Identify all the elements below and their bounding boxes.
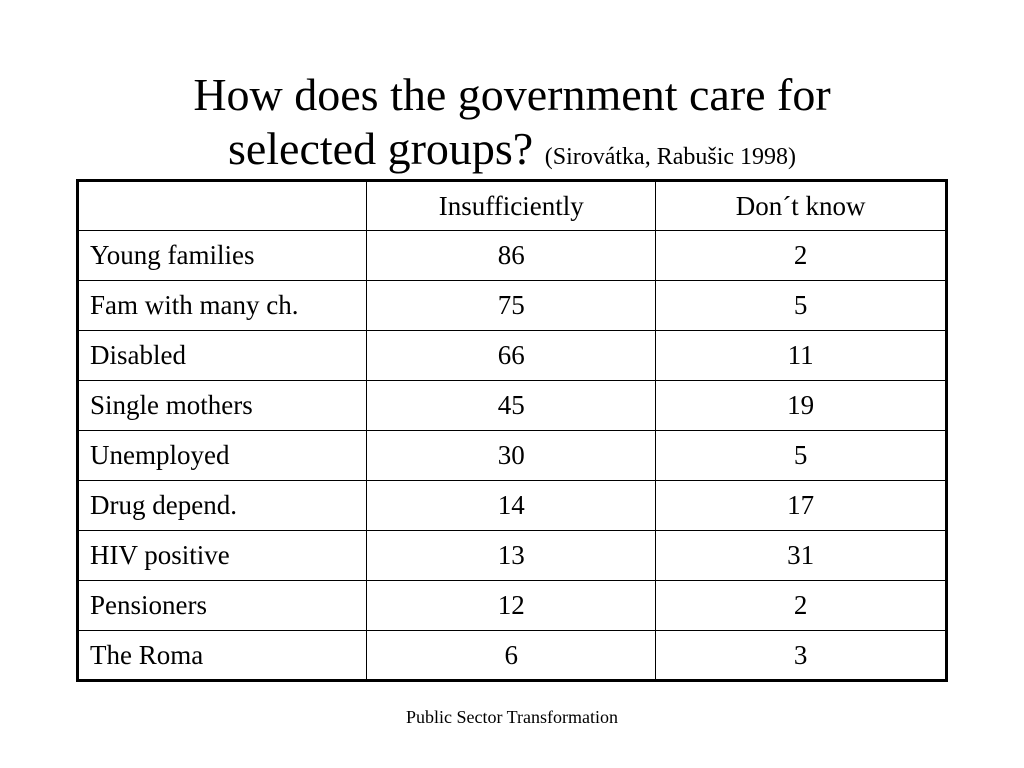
table-header-row — [78, 181, 947, 231]
row-insufficiently-value: 13 — [367, 531, 656, 581]
row-group-label: Disabled — [78, 331, 367, 381]
title-line-2-text: selected groups? — [227, 123, 534, 174]
row-group-label: Pensioners — [78, 581, 367, 631]
survey-table — [76, 179, 948, 682]
slide-footer: Public Sector Transformation — [406, 707, 618, 727]
table-row — [78, 331, 947, 381]
table-row — [78, 531, 947, 581]
row-dont-know-value: 5 — [656, 431, 947, 481]
row-group-label: Single mothers — [78, 381, 367, 431]
row-insufficiently-value: 75 — [367, 281, 656, 331]
row-dont-know-value: 19 — [656, 381, 947, 431]
header-cell-dont-know: Don´t know — [656, 181, 947, 231]
row-group-label: Fam with many ch. — [78, 281, 367, 331]
row-dont-know-value: 31 — [656, 531, 947, 581]
row-insufficiently-value: 66 — [367, 331, 656, 381]
row-dont-know-value: 3 — [656, 631, 947, 681]
table-row — [78, 281, 947, 331]
row-group-label: Drug depend. — [78, 481, 367, 531]
row-insufficiently-value: 86 — [367, 231, 656, 281]
header-cell-insufficiently: Insufficiently — [367, 181, 656, 231]
row-insufficiently-value: 45 — [367, 381, 656, 431]
row-group-label: Unemployed — [78, 431, 367, 481]
table-row — [78, 581, 947, 631]
title-citation: (Sirovátka, Rabušic 1998) — [544, 144, 797, 170]
row-dont-know-value: 17 — [656, 481, 947, 531]
row-group-label: Young families — [78, 231, 367, 281]
row-insufficiently-value: 30 — [367, 431, 656, 481]
row-group-label: The Roma — [78, 631, 367, 681]
table-row — [78, 481, 947, 531]
row-dont-know-value: 2 — [656, 231, 947, 281]
row-dont-know-value: 2 — [656, 581, 947, 631]
table-row — [78, 231, 947, 281]
row-insufficiently-value: 6 — [367, 631, 656, 681]
slide-title — [0, 68, 1024, 184]
table-row — [78, 431, 947, 481]
row-group-label: HIV positive — [78, 531, 367, 581]
table-row — [78, 381, 947, 431]
row-dont-know-value: 5 — [656, 281, 947, 331]
table-row — [78, 631, 947, 681]
row-dont-know-value: 11 — [656, 331, 947, 381]
title-line-2 — [0, 122, 1024, 184]
header-cell-group — [78, 181, 367, 231]
row-insufficiently-value: 12 — [367, 581, 656, 631]
title-line-1: How does the government care for — [193, 69, 831, 120]
row-insufficiently-value: 14 — [367, 481, 656, 531]
